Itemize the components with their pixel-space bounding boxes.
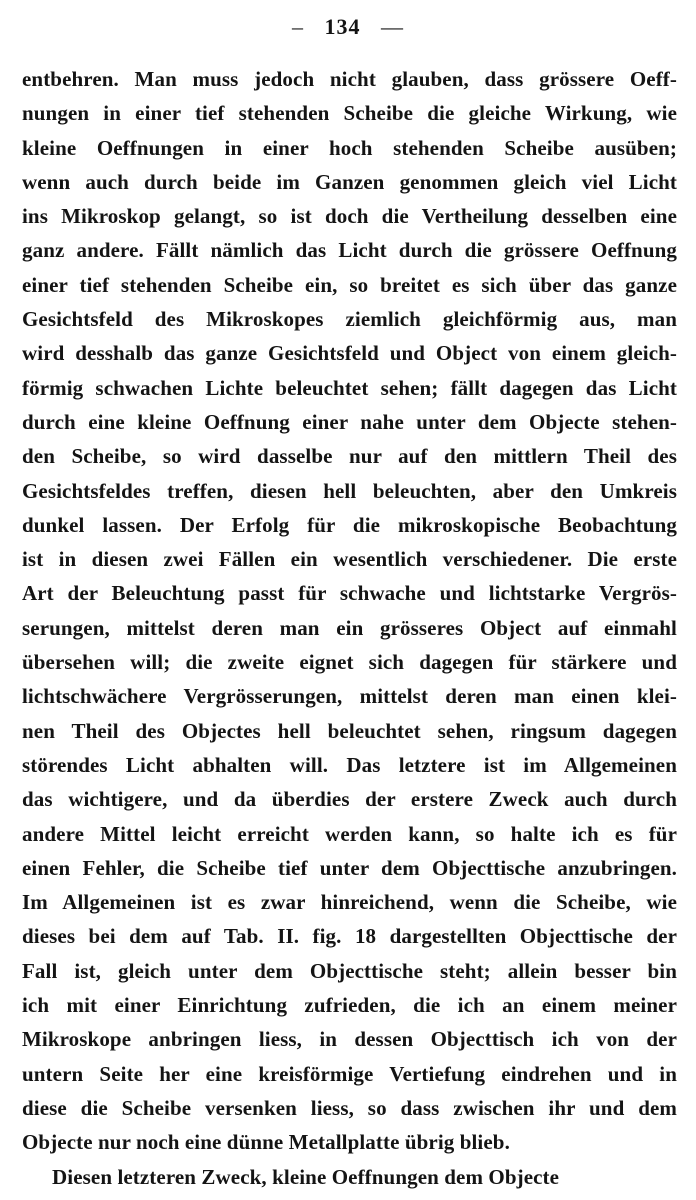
header-dash-left: –	[292, 14, 304, 39]
paragraph	[22, 62, 677, 1160]
text-line: förmig schwachen Lichte beleuchtet sehen; fällt dagegen das Licht	[22, 375, 677, 400]
text-line: ist in diesen zwei Fällen ein wesentlich verschiedener. Die erste	[22, 547, 677, 572]
text-line: diese die Scheibe versenken liess, so dass zwischen ihr und dem	[22, 1095, 677, 1120]
text-line: durch eine kleine Oeffnung einer nahe unter dem Objecte stehen-	[22, 409, 677, 434]
text-line: nungen in einer tief stehenden Scheibe die gleiche Wirkung, wie	[22, 101, 677, 126]
text-line: wird desshalb das ganze Gesichtsfeld und Object von einem gleich-	[22, 341, 677, 366]
text-line: lichtschwächere Vergrösserungen, mittelst deren man einen klei-	[22, 684, 677, 709]
header-dash-right: —	[381, 14, 404, 39]
page-header	[0, 14, 696, 40]
text-line: Fall ist, gleich unter dem Objecttische steht; allein besser bin	[22, 958, 677, 983]
text-line: einen Fehler, die Scheibe tief unter dem Objecttische anzubringen.	[22, 855, 677, 880]
text-line: Gesichtsfeldes treffen, diesen hell beleuchten, aber den Umkreis	[22, 478, 677, 503]
text-line: entbehren. Man muss jedoch nicht glauben, dass grössere Oeff-	[22, 67, 677, 91]
text-line: ganz andere. Fällt nämlich das Licht durch die grössere Oeffnung	[22, 238, 677, 263]
text-line: ich mit einer Einrichtung zufrieden, die ich an einem meiner	[22, 993, 677, 1018]
text-line: einer tief stehenden Scheibe ein, so breitet es sich über das ganze	[22, 272, 677, 297]
text-line: den Scheibe, so wird dasselbe nur auf den mittlern Theil des	[22, 444, 677, 469]
text-line: wenn auch durch beide im Ganzen genommen gleich viel Licht	[22, 169, 677, 194]
text-line: Diesen letzteren Zweck, kleine Oeffnungen dem Objecte	[52, 1164, 560, 1189]
text-line: übersehen will; die zweite eignet sich dagegen für stärkere und	[22, 650, 677, 675]
text-line: serungen, mittelst deren man ein grösseres Object auf einmahl	[22, 615, 677, 640]
text-line: störendes Licht abhalten will. Das letztere ist im Allgemeinen	[22, 752, 677, 777]
text-line: untern Seite her eine kreisförmige Vertiefung eindrehen und in	[22, 1061, 677, 1086]
text-line: Objecte nur noch eine dünne Metallplatte übrig blieb.	[22, 1130, 510, 1155]
paragraph	[22, 1160, 677, 1194]
text-line: Gesichtsfeld des Mikroskopes ziemlich gleichförmig aus, man	[22, 307, 677, 332]
text-line: Im Allgemeinen ist es zwar hinreichend, wenn die Scheibe, wie	[22, 890, 677, 915]
text-line: dieses bei dem auf Tab. II. fig. 18 dargestellten Objecttische der	[22, 924, 677, 949]
text-line: dunkel lassen. Der Erfolg für die mikroskopische Beobachtung	[22, 512, 677, 537]
text-line: nen Theil des Objectes hell beleuchtet sehen, ringsum dagegen	[22, 718, 677, 743]
page-number: 134	[324, 14, 361, 39]
text-line: andere Mittel leicht erreicht werden kann, so halte ich es für	[22, 821, 677, 846]
text-line: das wichtigere, und da überdies der erstere Zweck auch durch	[22, 787, 677, 812]
body-text	[22, 62, 677, 1194]
text-line: Mikroskope anbringen liess, in dessen Objecttisch ich von der	[22, 1027, 677, 1052]
text-line: ins Mikroskop gelangt, so ist doch die Vertheilung desselben eine	[22, 204, 677, 229]
text-line: kleine Oeffnungen in einer hoch stehenden Scheibe ausüben;	[22, 135, 677, 160]
text-line: Art der Beleuchtung passt für schwache und lichtstarke Vergrös-	[22, 581, 677, 606]
